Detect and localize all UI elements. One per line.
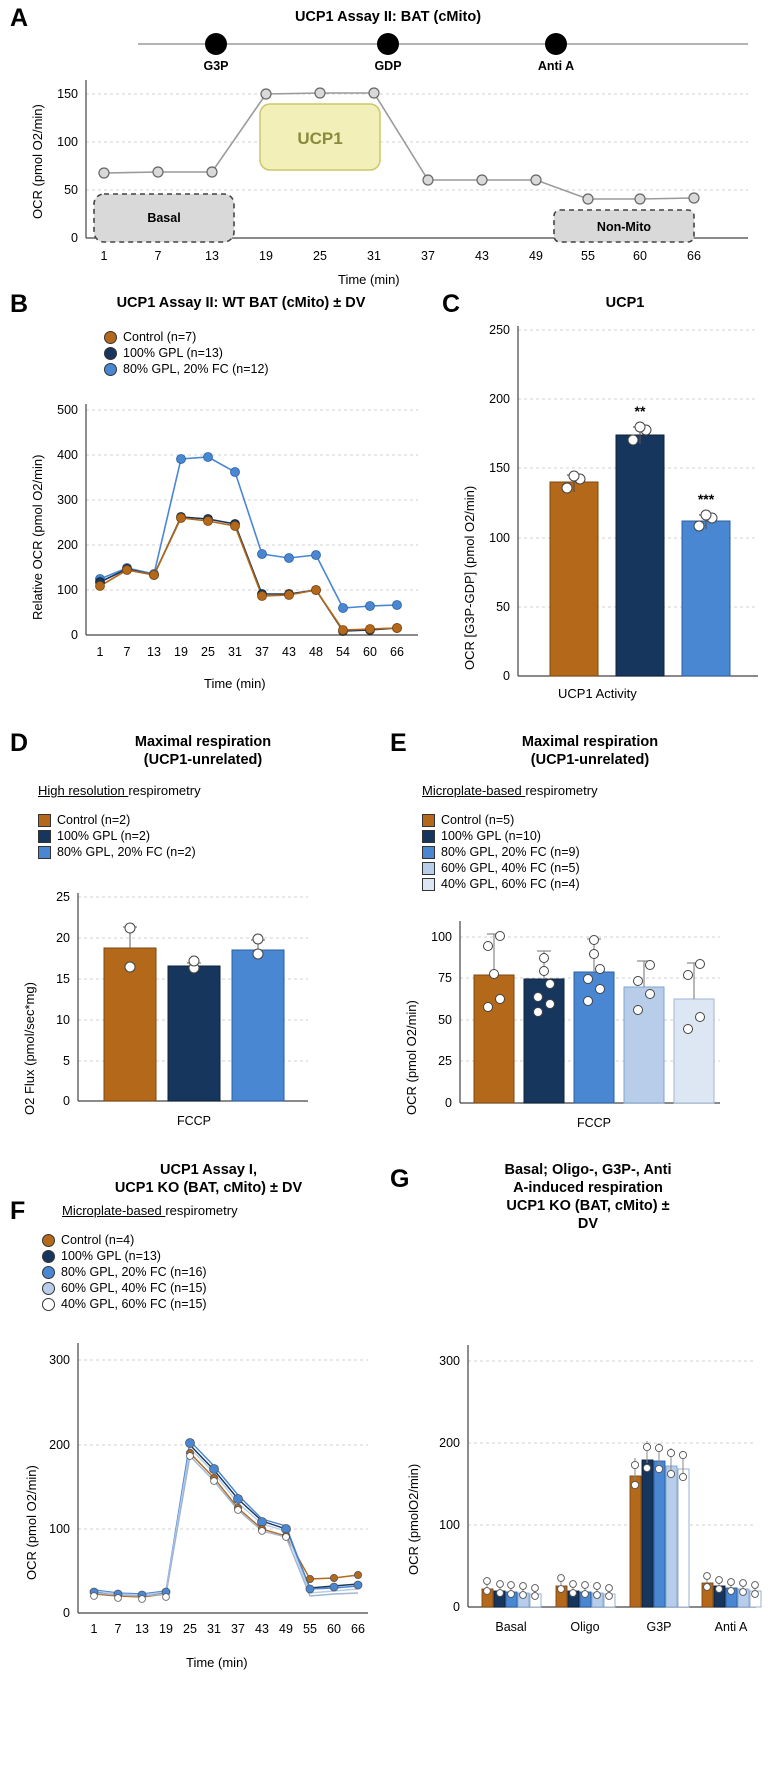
legend-label: 100% GPL (n=13) (61, 1249, 161, 1263)
panel-f-subtitle-underlined: Microplate-based (62, 1203, 166, 1218)
panel-c (440, 290, 770, 710)
legend-item (422, 829, 580, 843)
svg-text:1: 1 (100, 249, 108, 263)
legend-dot-icon (104, 331, 117, 344)
svg-text:Anti A: Anti A (537, 59, 575, 73)
svg-text:31: 31 (367, 249, 381, 263)
legend-dot-icon (42, 1298, 55, 1311)
panel-e-title-line2: (UCP1-unrelated) (530, 752, 650, 769)
legend-label: 80% GPL, 20% FC (n=2) (57, 845, 196, 859)
panel-e-xtick: FCCP (576, 1116, 612, 1130)
svg-text:G3P: G3P (203, 59, 229, 73)
svg-text:13: 13 (147, 645, 161, 659)
panel-d-subtitle-underlined: High resolution (38, 783, 129, 798)
panel-a-letter: A (10, 4, 29, 32)
panel-f-subtitle (62, 1203, 238, 1218)
svg-text:200: 200 (439, 1436, 460, 1450)
panel-g (390, 1155, 772, 1770)
panel-b-ylabel: Relative OCR (pmol O2/min) (30, 454, 45, 620)
svg-text:75: 75 (438, 971, 452, 985)
svg-text:13: 13 (135, 1622, 149, 1636)
svg-text:**: ** (634, 403, 646, 419)
legend-item (422, 861, 580, 875)
svg-text:37: 37 (231, 1622, 245, 1636)
legend-item (422, 845, 580, 859)
svg-text:Basal: Basal (147, 211, 181, 225)
panel-d-title-line2: (UCP1-unrelated) (143, 752, 263, 769)
svg-text:50: 50 (64, 183, 78, 197)
legend-label: 80% GPL, 20% FC (n=9) (441, 845, 580, 859)
legend-label: 80% GPL, 20% FC (n=12) (123, 362, 269, 376)
svg-text:0: 0 (445, 1096, 452, 1110)
panel-d-title (38, 733, 368, 769)
panel-d-xtick: FCCP (176, 1114, 212, 1128)
panel-f-xlabel: Time (min) (186, 1655, 248, 1670)
legend-item (38, 829, 196, 843)
panel-e-title-line1: Maximal respiration (521, 734, 659, 750)
svg-text:1: 1 (96, 645, 104, 659)
svg-text:50: 50 (438, 1013, 452, 1027)
svg-text:49: 49 (529, 249, 543, 263)
panel-e-title (420, 733, 760, 769)
svg-text:7: 7 (114, 1622, 122, 1636)
panel-a-ylabel: OCR (pmol O2/min) (30, 104, 45, 219)
legend-label: 100% GPL (n=2) (57, 829, 150, 843)
legend-item (104, 330, 269, 344)
legend-dot-icon (104, 363, 117, 376)
legend-label: 40% GPL, 60% FC (n=4) (441, 877, 580, 891)
legend-square-icon (422, 830, 435, 843)
panel-g-letter: G (390, 1165, 410, 1193)
svg-text:48: 48 (309, 645, 323, 659)
panel-g-title (418, 1161, 758, 1234)
legend-square-icon (38, 846, 51, 859)
legend-label: 100% GPL (n=10) (441, 829, 541, 843)
legend-label: Control (n=5) (441, 813, 515, 827)
svg-text:300: 300 (57, 493, 78, 507)
legend-item (38, 845, 196, 859)
panel-f-subtitle-rest: respirometry (165, 1203, 238, 1218)
svg-text:Basal: Basal (495, 1620, 527, 1634)
svg-text:19: 19 (159, 1622, 173, 1636)
svg-text:100: 100 (57, 583, 78, 597)
svg-text:200: 200 (489, 392, 510, 406)
panel-e-subtitle-underlined: Microplate-based (422, 783, 526, 798)
legend-label: Control (n=2) (57, 813, 131, 827)
svg-text:55: 55 (303, 1622, 317, 1636)
panel-e-letter: E (390, 729, 407, 757)
panel-d-letter: D (10, 729, 29, 757)
panel-e-subtitle-rest: respirometry (525, 783, 598, 798)
svg-text:60: 60 (327, 1622, 341, 1636)
panel-c-title: UCP1 (605, 295, 645, 311)
panel-d-subtitle (38, 783, 201, 798)
svg-text:150: 150 (489, 461, 510, 475)
svg-text:Anti A: Anti A (714, 1620, 748, 1634)
svg-text:50: 50 (496, 600, 510, 614)
svg-text:60: 60 (363, 645, 377, 659)
legend-dot-icon (42, 1250, 55, 1263)
legend-label: 60% GPL, 40% FC (n=5) (441, 861, 580, 875)
svg-text:GDP: GDP (374, 59, 402, 73)
panel-g-title-line1: Basal; Oligo-, G3P-, Anti (504, 1162, 672, 1178)
svg-text:49: 49 (279, 1622, 293, 1636)
svg-text:G3P: G3P (646, 1620, 672, 1634)
svg-text:250: 250 (489, 323, 510, 337)
panel-f (8, 1155, 388, 1770)
legend-item (38, 813, 196, 827)
panel-g-title-line3: UCP1 KO (BAT, cMito) ± (506, 1198, 670, 1215)
svg-text:0: 0 (503, 669, 510, 683)
svg-text:19: 19 (259, 249, 273, 263)
panel-e (390, 725, 772, 1145)
panel-d-legend (38, 813, 196, 861)
panel-d-ylabel: O2 Flux (pmol/sec*mg) (22, 982, 37, 1115)
legend-square-icon (38, 830, 51, 843)
svg-text:19: 19 (174, 645, 188, 659)
panel-f-letter: F (10, 1197, 26, 1225)
legend-dot-icon (42, 1282, 55, 1295)
legend-square-icon (422, 814, 435, 827)
svg-text:37: 37 (255, 645, 269, 659)
legend-label: Control (n=4) (61, 1233, 135, 1247)
panel-f-ylabel: OCR (pmol O2/min) (24, 1465, 39, 1580)
legend-square-icon (422, 846, 435, 859)
legend-dot-icon (104, 347, 117, 360)
svg-text:300: 300 (439, 1354, 460, 1368)
svg-text:100: 100 (439, 1518, 460, 1532)
panel-g-ylabel: OCR (pmolO2/min) (406, 1463, 421, 1575)
legend-item (42, 1281, 207, 1295)
svg-text:31: 31 (228, 645, 242, 659)
legend-item (104, 362, 269, 376)
panel-f-legend (42, 1233, 207, 1313)
svg-text:66: 66 (351, 1622, 365, 1636)
panel-d-title-line1: Maximal respiration (134, 734, 272, 750)
svg-text:25: 25 (56, 890, 70, 904)
svg-text:25: 25 (438, 1054, 452, 1068)
panel-f-title (36, 1161, 381, 1197)
svg-text:20: 20 (56, 931, 70, 945)
svg-text:25: 25 (201, 645, 215, 659)
svg-text:0: 0 (71, 628, 78, 642)
panel-g-title-line2: A-induced respiration (513, 1180, 663, 1197)
svg-text:Oligo: Oligo (570, 1620, 600, 1634)
svg-text:7: 7 (154, 249, 162, 263)
legend-label: 100% GPL (n=13) (123, 346, 223, 360)
svg-text:***: *** (697, 491, 715, 507)
legend-dot-icon (42, 1234, 55, 1247)
panel-e-legend (422, 813, 580, 893)
panel-d-chart (8, 885, 388, 1135)
svg-text:60: 60 (633, 249, 647, 263)
legend-label: 40% GPL, 60% FC (n=15) (61, 1297, 207, 1311)
svg-text:25: 25 (183, 1622, 197, 1636)
panel-g-title-line4: DV (577, 1216, 599, 1233)
panel-f-chart (8, 1333, 388, 1683)
panel-a-title: UCP1 Assay II: BAT (cMito) (294, 9, 482, 25)
svg-text:100: 100 (489, 531, 510, 545)
panel-a (8, 4, 764, 287)
legend-square-icon (422, 862, 435, 875)
svg-text:300: 300 (49, 1353, 70, 1367)
svg-text:Non-Mito: Non-Mito (596, 220, 652, 234)
svg-text:500: 500 (57, 403, 78, 417)
panel-b-legend (104, 330, 269, 378)
svg-text:100: 100 (57, 135, 78, 149)
legend-item (104, 346, 269, 360)
svg-text:400: 400 (57, 448, 78, 462)
legend-item (42, 1297, 207, 1311)
panel-b-letter: B (10, 290, 29, 318)
svg-text:5: 5 (63, 1054, 70, 1068)
legend-item (42, 1265, 207, 1279)
legend-item (422, 813, 580, 827)
panel-f-title-line1: UCP1 Assay I, (160, 1162, 257, 1178)
panel-e-chart (390, 913, 772, 1138)
panel-d-subtitle-rest: respirometry (128, 783, 201, 798)
svg-text:7: 7 (123, 645, 131, 659)
panel-c-letter: C (442, 290, 461, 318)
svg-text:0: 0 (453, 1600, 460, 1614)
legend-item (42, 1233, 207, 1247)
svg-text:150: 150 (57, 87, 78, 101)
panel-b-title: UCP1 Assay II: WT BAT (cMito) ± DV (116, 295, 366, 311)
panel-a-chart (8, 22, 764, 272)
legend-item (42, 1249, 207, 1263)
panel-d (8, 725, 388, 1145)
legend-label: 60% GPL, 40% FC (n=15) (61, 1281, 207, 1295)
panel-f-title-line2: UCP1 KO (BAT, cMito) ± DV (114, 1180, 303, 1197)
legend-label: Control (n=7) (123, 330, 197, 344)
svg-text:200: 200 (49, 1438, 70, 1452)
svg-text:25: 25 (313, 249, 327, 263)
svg-text:15: 15 (56, 972, 70, 986)
panel-e-ylabel: OCR (pmol O2/min) (404, 1000, 419, 1115)
legend-square-icon (422, 878, 435, 891)
panel-b-xlabel: Time (min) (204, 676, 266, 691)
svg-text:0: 0 (63, 1606, 70, 1620)
panel-e-subtitle (422, 783, 598, 798)
panel-b (8, 290, 438, 690)
svg-text:37: 37 (421, 249, 435, 263)
legend-square-icon (38, 814, 51, 827)
svg-text:200: 200 (57, 538, 78, 552)
panel-g-chart (390, 1335, 772, 1665)
svg-text:66: 66 (687, 249, 701, 263)
legend-dot-icon (42, 1266, 55, 1279)
panel-c-chart (440, 316, 770, 706)
svg-text:43: 43 (282, 645, 296, 659)
svg-text:66: 66 (390, 645, 404, 659)
svg-text:43: 43 (255, 1622, 269, 1636)
panel-a-xlabel: Time (min) (338, 272, 400, 287)
svg-text:31: 31 (207, 1622, 221, 1636)
panel-b-chart (8, 390, 438, 690)
svg-text:10: 10 (56, 1013, 70, 1027)
svg-text:100: 100 (431, 930, 452, 944)
svg-text:55: 55 (581, 249, 595, 263)
svg-text:54: 54 (336, 645, 350, 659)
panel-c-xlabel: UCP1 Activity (558, 686, 637, 701)
svg-text:0: 0 (71, 231, 78, 245)
legend-item (422, 877, 580, 891)
svg-text:43: 43 (475, 249, 489, 263)
svg-text:1: 1 (90, 1622, 98, 1636)
svg-text:0: 0 (63, 1094, 70, 1108)
svg-text:13: 13 (205, 249, 219, 263)
svg-text:100: 100 (49, 1522, 70, 1536)
legend-label: 80% GPL, 20% FC (n=16) (61, 1265, 207, 1279)
panel-c-ylabel: OCR [G3P-GDP] (pmol O2/min) (462, 485, 477, 670)
svg-text:UCP1: UCP1 (297, 129, 343, 148)
